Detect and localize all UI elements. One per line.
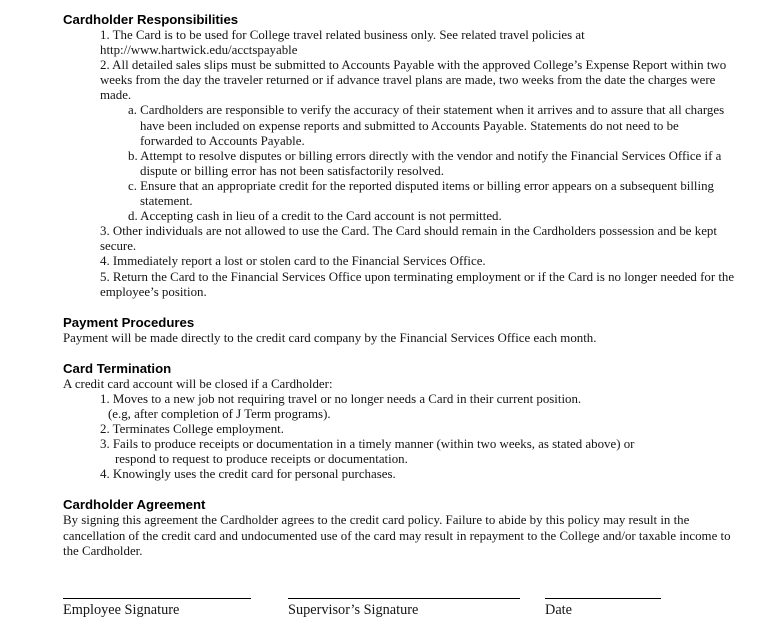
employee-signature-label: Employee Signature [63,602,180,618]
termination-item-1: 1. Moves to a new job not requiring travel or no longer needs a Card in their current position. [100,391,582,406]
responsibility-item-3: 3. Other individuals are not allowed to use the Card. The Card should remain in the Cardholders possession and be kept secure. [100,224,717,254]
section-heading-agreement: Cardholder Agreement [63,497,206,513]
termination-item-2: 2. Terminates College employment. [100,422,284,437]
supervisor-signature-label: Supervisor’s Signature [288,602,419,618]
signature-row [63,597,739,619]
responsibility-item-1: 1. The Card is to be used for College travel related business only. See related travel policies at http://www.hartwick.edu/acctspayable [100,28,585,58]
section-card-termination [63,361,739,483]
responsibility-subitem-a: a. Cardholders are responsible to verify the accuracy of their statement when it arrives and to assure that all charges have been included on expense reports and submitted to Accounts Payable. Statements do not need to be forwarded to Accounts Payable. [128,103,725,148]
section-heading-responsibilities: Cardholder Responsibilities [63,12,239,27]
section-cardholder-agreement [63,497,739,558]
responsibility-subitem-b: b. Attempt to resolve disputes or billing errors directly with the vendor and notify the Financial Services Office if a dispute or billing error has not been satisfactorily resolved. [128,148,722,178]
supervisor-signature-line [288,597,520,599]
date-signature-block [545,597,661,619]
termination-item-1-continuation: (e.g, after completion of J Term programs). [108,406,331,421]
supervisor-signature-block [288,597,520,619]
employee-signature-block [63,597,251,619]
date-label: Date [545,602,572,618]
termination-item-3: 3. Fails to produce receipts or documentation in a timely manner (within two weeks, as stated above) or [100,437,635,452]
section-heading-termination: Card Termination [63,360,172,376]
termination-item-3-continuation: respond to request to produce receipts or documentation. [115,452,408,467]
employee-signature-line [63,597,251,599]
responsibility-item-5: 5. Return the Card to the Financial Services Office upon terminating employment or if the Card is no longer needed for the employee’s position. [100,269,735,299]
responsibility-subitem-d: d. Accepting cash in lieu of a credit to the Card account is not permitted. [128,209,502,224]
policy-document [63,12,739,574]
section-cardholder-responsibilities [63,12,739,300]
section-heading-payment: Payment Procedures [63,314,195,330]
responsibility-item-4: 4. Immediately report a lost or stolen card to the Financial Services Office. [100,254,486,269]
termination-item-4: 4. Knowingly uses the credit card for personal purchases. [100,467,396,482]
payment-body-text: Payment will be made directly to the credit card company by the Financial Services Office each month. [63,330,597,345]
responsibility-subitem-c: c. Ensure that an appropriate credit for the reported disputed items or billing error appears on a subsequent billing statement. [128,178,714,209]
agreement-body-text: By signing this agreement the Cardholder agrees to the credit card policy. Failure to abide by this policy may result in the cancellation of the credit card and undocumented use of the card may result in repayment to the College and/or taxable income to the Cardholder. [63,513,731,558]
section-payment-procedures [63,315,739,346]
termination-intro-text: A credit card account will be closed if a Cardholder: [63,376,333,391]
responsibility-item-2: 2. All detailed sales slips must be submitted to Accounts Payable with the approved College’s Expense Report within two weeks from the day the traveler returned or if advance travel plans are made, two weeks from the date the charges were made. [100,58,727,103]
date-line [545,597,661,599]
